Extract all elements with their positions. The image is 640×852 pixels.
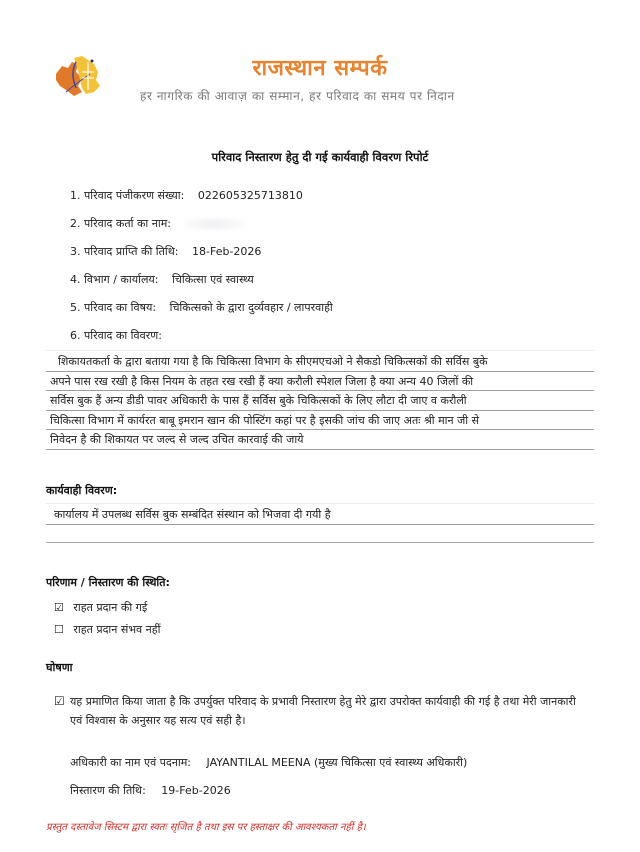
officer-name-label: अधिकारी का नाम एवं पदनाम: bbox=[70, 756, 192, 769]
action-heading: कार्यवाही विवरण: bbox=[46, 484, 118, 497]
officer-name-value: JAYANTILAL MEENA (मुख्य चिकित्सा एवं स्वास्थ्य अधिकारी) bbox=[206, 756, 468, 769]
complaint-line: अपने पास रख रखी है किस नियम के तहत रख रखी हैं क्या करौली स्पेशल जिला है क्या अन्य 40 जिलों की bbox=[46, 372, 594, 392]
brand-title-text: राजस्थान सम्पर्क bbox=[252, 56, 388, 81]
divider bbox=[46, 503, 594, 504]
field-label: 2. परिवाद कर्ता का नाम: bbox=[70, 217, 171, 230]
field-registration-number bbox=[70, 188, 303, 203]
checkbox-checked-icon: ☑ bbox=[54, 694, 65, 708]
checkbox-checked-icon: ☑ bbox=[54, 601, 64, 614]
field-subject bbox=[70, 300, 333, 315]
complaint-line: निवेदन है की शिकायत पर जल्द से जल्द उचित कारवाई की जाये bbox=[46, 430, 594, 450]
option-label: राहत प्रदान संभव नहीं bbox=[73, 623, 161, 636]
field-value: 022605325713810 bbox=[197, 189, 303, 202]
tagline: हर नागरिक की आवाज़ का सम्मान, हर परिवाद का समय पर निदान bbox=[140, 89, 455, 103]
complaint-line: सर्विस बुक हैं अन्य डीडी पावर अधिकारी के पास हैं सर्विस बुके चिकित्सकों के लिए लौटा दी जाए व करौली bbox=[46, 391, 594, 411]
disposal-date-value: 19-Feb-2026 bbox=[161, 784, 231, 797]
declaration bbox=[54, 692, 584, 730]
officer-name bbox=[70, 755, 467, 770]
result-option-relief-given bbox=[54, 600, 147, 615]
checkbox-unchecked-icon: ☐ bbox=[54, 623, 64, 636]
blank-action-line bbox=[46, 542, 594, 543]
field-label: 5. परिवाद का विषय: bbox=[70, 301, 157, 314]
field-label: 1. परिवाद पंजीकरण संख्या: bbox=[70, 189, 185, 202]
report-title: परिवाद निस्तारण हेतु दी गई कार्यवाही विवरण रिपोर्ट bbox=[211, 150, 429, 164]
brand-title bbox=[0, 52, 640, 82]
action-line: कार्यालय में उपलब्ध सर्विस बुक सम्बंदित संस्थान को भिजवा दी गयी है bbox=[46, 505, 594, 525]
result-option-relief-not-possible bbox=[54, 622, 160, 637]
declaration-text: यह प्रमाणित किया जाता है कि उपर्युक्त परिवाद के प्रभावी निस्तारण हेतु मेरे द्वारा उपरोक्त कार्यवाही की गई है तथा मेरी जानकारी एवं विश्वास के अनुसार यह सत्य एवं सही है। bbox=[70, 695, 576, 727]
divider bbox=[46, 350, 594, 351]
field-received-date bbox=[70, 244, 261, 259]
disposal-date-label: निस्तारण की तिथि: bbox=[70, 784, 146, 797]
field-department bbox=[70, 272, 254, 287]
field-value: 18-Feb-2026 bbox=[192, 245, 262, 258]
declaration-heading: घोषणा bbox=[46, 661, 73, 674]
complaint-line: शिकायतकर्ता के द्वारा बताया गया है कि चिकित्सा विभाग के सीएमएचओ ने सैकडो चिकित्सकों की सर्विस बुके bbox=[46, 352, 594, 372]
complaint-line: चिकित्सा विभाग में कार्यरत बाबू इमरान खान की पोस्टिंग कहां पर है इसकी जांच की जाए अतः श्री मान जी से bbox=[46, 411, 594, 431]
field-value: चिकित्सको के द्वारा दुर्व्यवहार / लापरवाही bbox=[169, 301, 333, 314]
system-generated-note: प्रस्तुत दस्तावेज सिस्टम द्वारा स्वतः सृजित है तथा इस पर हस्ताक्षर की आवश्यकता नहीं है। bbox=[46, 822, 366, 833]
complaint-description bbox=[46, 352, 594, 450]
field-complainant-name bbox=[70, 216, 245, 231]
field-description-label bbox=[70, 328, 172, 343]
disposal-date bbox=[70, 783, 231, 798]
option-label: राहत प्रदान की गई bbox=[73, 601, 148, 614]
field-label: 3. परिवाद प्राप्ति की तिथि: bbox=[70, 245, 179, 258]
field-label: 6. परिवाद का विवरण: bbox=[70, 329, 162, 342]
action-details bbox=[46, 505, 594, 525]
result-heading: परिणाम / निस्तारण की स्थिति: bbox=[46, 576, 170, 589]
redacted-name bbox=[185, 219, 245, 229]
field-value: चिकित्सा एवं स्वास्थ्य bbox=[172, 273, 254, 286]
field-label: 4. विभाग / कार्यालय: bbox=[70, 273, 159, 286]
